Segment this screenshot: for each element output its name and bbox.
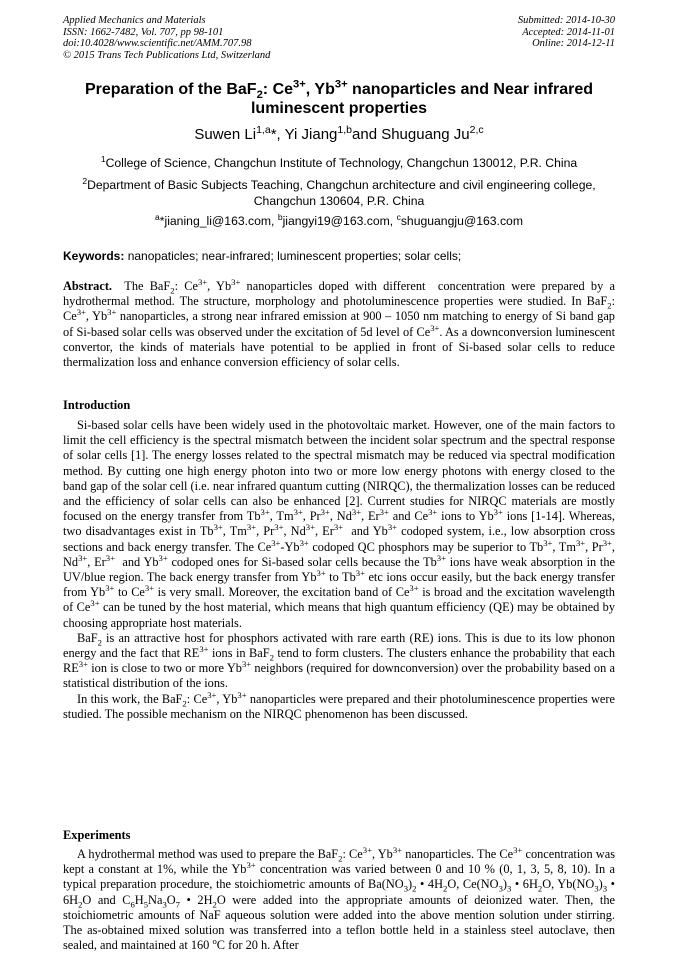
abstract: Abstract. The BaF$_2$: $Ce^{3+}$, $Yb^{3+}$ nanoparticles doped with different concentration were prepared by a hydrothermal method. The structure, morphology and photoluminescence properties were studied. In BaF$_2$: $Ce^{3+}$, $Yb^{3+}$ nanoparticles, a strong near infrared emission at 900 – 1050 nm matching to energy of Si band gap of Si-based solar cells was observed under the excitation of 5d level of $Ce^{3+}$. As a downconversion luminescent convertor, the kinds of materials have potential to be applied in front of Si-based solar cells to reduce thermalization loss and enhance conversion efficiency of solar cells. xyxy=(63,276,615,370)
submitted-date: Submitted: 2014-10-30 xyxy=(517,15,615,26)
affiliation-1: $^1$College of Science, Changchun Institute of Technology, Changchun 130012, P.R. China xyxy=(100,153,578,170)
author-list: Suwen Li$^{1,a}$*, Yi Jiang$^{1,b}$and Shuguang Ju$^{2,c}$ xyxy=(194,124,484,143)
experiments-body xyxy=(63,844,615,953)
paragraph: In this work, the BaF$_2$: $Ce^{3+}$, $Yb^{3+}$ nanoparticles were prepared and their photoluminescence properties were studied. The possible mechanism on the NIRQC phenomenon has been discussed. xyxy=(63,689,615,721)
doi: doi:10.4028/www.scientific.net/AMM.707.98 xyxy=(63,38,252,49)
issn: ISSN: 1662-7482, Vol. 707, pp 98-101 xyxy=(63,26,224,38)
paper-title: Preparation of the BaF$_2$: $Ce^{3+}$, $Yb^{3+}$ nanoparticles and Near infrared luminescent properties xyxy=(84,78,594,117)
paragraph: A hydrothermal method was used to prepare the BaF$_2$: $Ce^{3+}$, $Yb^{3+}$ nanoparticles. The $Ce^{3+}$ concentration was kept a constant at 1%, while the $Yb^{3+}$ concentration was varied between 0 and 10 % (0, 1, 3, 5, 8, 10). In a typical preparation procedure, the stoichiometric amounts of $Ba(NO_3)_2$ • $4H_2O$, $Ce(NO_3)_3$ • $6H_2O$, $Yb(NO_3)_3$ • $6H_2O$ and $C_6H_5Na_3O_7$ • $2H_2O$ were added into the appropriate amounts of deionized water. Then, the stoichiometric amounts of NaF aqueous solution were added into the above mention solution under stirring. The as-obtained mixed solution was transferred into a teflon bottle held in a stainless steel autoclave, then sealed, and maintained at 160 $^o$C for 20 h. After xyxy=(63,844,615,953)
dates-header xyxy=(518,15,615,50)
section-title-introduction: Introduction xyxy=(63,398,131,412)
copyright: © 2015 Trans Tech Publications Ltd, Switzerland xyxy=(63,49,271,61)
abstract-label: Abstract. xyxy=(63,279,113,293)
accepted-date: Accepted: 2014-11-01 xyxy=(522,26,615,38)
paragraph: BaF$_2$ is an attractive host for phosphors activated with rare earth (RE) ions. This is due to its low phonon energy and the fact that $RE^{3+}$ ions in BaF$_2$ tend to form clusters. The clusters enhance the probability that each $RE^{3+}$ ion is close to two or more $Yb^{3+}$ neighbors (required for downconversion) over the probability based on a statistical distribution of the ions. xyxy=(63,630,615,691)
paragraph: Si-based solar cells have been widely used in the photovoltaic market. However, one of the main factors to limit the cell efficiency is the spectral mismatch between the incident solar spectrum and the spectral response of solar cells [1]. The energy losses related to the spectral mismatch may be reduced via spectral modification method. By cutting one high energy photon into two or more low energy photons with energy closed to the band gap of the solar cell (i.e. near infrared quantum cutting (NIRQC), the thermalization losses can be reduced and the efficiency of solar cells can also be enhanced [2]. Current studies for NIRQC materials are mostly focused on the energy transfer from $Tb^{3+}$, $Tm^{3+}$, $Pr^{3+}$, $Nd^{3+}$, $Er^{3+}$ and $Ce^{3+}$ ions to $Yb^{3+}$ ions [1-14]. Whereas, two disadvantages exist in $Tb^{3+}$, $Tm^{3+}$, $Pr^{3+}$, $Nd^{3+}$, $Er^{3+}$ and $Yb^{3+}$ codoped system, i.e., low absorption cross sections and back energy transfer. The $Ce^{3+}-Yb^{3+}$ codoped QC phosphors may be superior to $Tb^{3+}$, $Tm^{3+}$, $Pr^{3+}$, $Nd^{3+}$, $Er^{3+}$ and $Yb^{3+}$ codoped ones for Si-based solar cells because the $Tb^{3+}$ ions have weak absorption in the UV/blue region. The back energy transfer from $Yb^{3+}$ to $Tb^{3+}$ etc ions occur easily, but the back energy transfer from $Yb^{3+}$ to $Ce^{3+}$ is very small. Moreover, the excitation band of $Ce^{3+}$ is broad and the excitation wavelength of $Ce^{3+}$ can be tuned by the host material, which means that high quantum efficiency (QE) may be obtained by choosing appropriate host materials. xyxy=(63,418,616,630)
author-emails: $^a$*jianing_li@163.com, $^b$jiangyi19@163.com, $^c$shuguangju@163.com xyxy=(155,211,523,228)
journal-header xyxy=(63,15,270,61)
section-title-experiments: Experiments xyxy=(63,828,131,842)
affiliation-2: $^2$Department of Basic Subjects Teaching, Changchun architecture and civil engineering college, Changchun 130604, P.R. China xyxy=(82,175,596,208)
introduction-body xyxy=(63,418,615,722)
journal-name: Applied Mechanics and Materials xyxy=(63,15,206,26)
online-date: Online: 2014-12-11 xyxy=(532,38,615,49)
keywords: Keywords: nanopaticles; near-infrared; luminescent properties; solar cells; xyxy=(63,249,462,263)
